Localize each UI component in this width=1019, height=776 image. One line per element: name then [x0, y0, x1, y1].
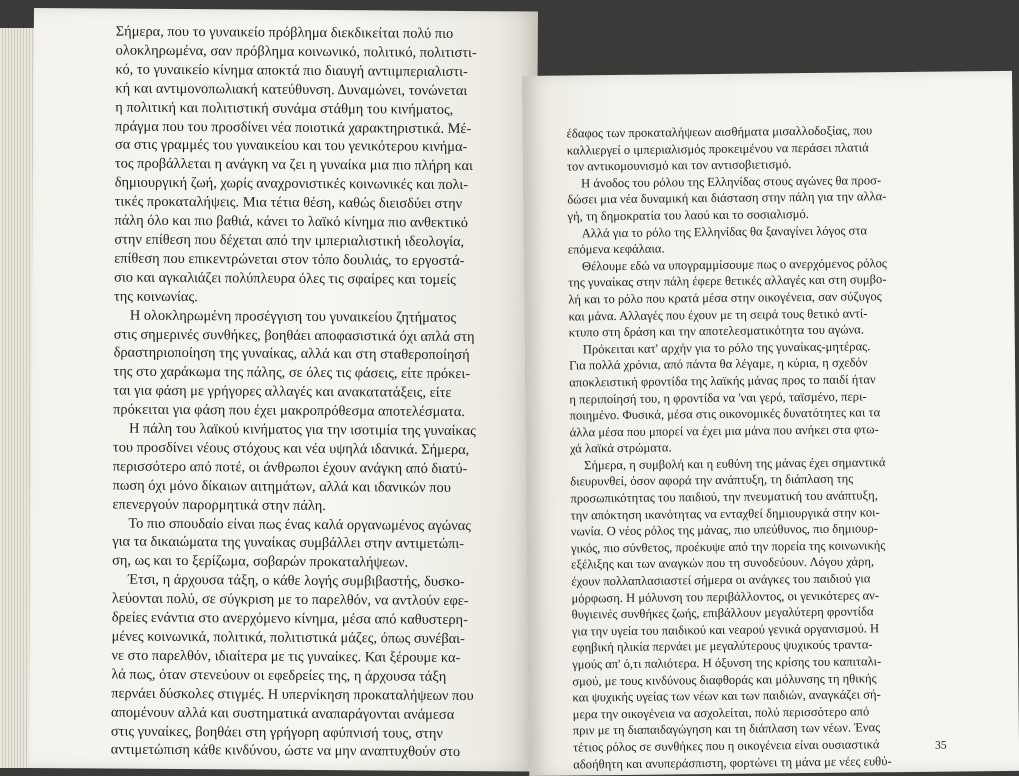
left-page-text [111, 23, 552, 763]
text-line: πριν με τη διαπαιδαγώγηση και τη διάπλαση των νέων. Ένας [572, 720, 881, 738]
text-line: Το πιο σπουδαίο είναι πως ένας καλά οργανωμένος αγώνας [128, 515, 472, 534]
text-line: τικές προκαταλήψεις. Μια τέτια θέση, καθώς διεισδύει στην [114, 193, 463, 213]
text-line: Σήμερα, που το γυναικείο πρόβλημα διεκδικείται πολύ πιο [115, 23, 454, 42]
text-line: επενεργούν παρορμητικά στην πάλη. [112, 496, 326, 514]
text-line: ται για φάση με γρήγορες αλλαγές και ανακατατάξεις, είτε [113, 382, 452, 402]
text-line: της κοινωνίας. [113, 288, 198, 305]
right-paragraph-4 [568, 254, 947, 341]
text-line: λεύονται πολύ, σε σύγκριση με το παρελθόν, να αντλούν εφε- [111, 590, 469, 610]
text-line: Για πολλά χρόνια, από πάντα θα λέγαμε, η κύρια, η σχεδόν [568, 355, 868, 373]
text-line: δραστηριοποίηση της γυναίκας, αλλά και στη σταθεροποίησή [113, 344, 470, 364]
text-line: δώσει μια νέα δυναμική και διάσταση στην πάλη για την αλλα- [567, 189, 887, 207]
text-line: Η άνοδος του ρόλου της Ελληνίδας στους αγώνες θα προσ- [581, 173, 882, 191]
text-line: τος προβάλλεται η ανάγκη να ζει η γυναίκα μια πιο πλήρη και [114, 155, 474, 175]
right-page-text [567, 122, 952, 773]
text-line: χά λαϊκά στρώματα. [569, 440, 672, 456]
left-paragraph-4 [112, 514, 548, 574]
text-line: πράγμα που του προσδίνει νέα ποιοτικά χαρακτηριστικά. Μέ- [115, 118, 472, 137]
text-line: κό, το γυναικείο κίνημα αποκτά πιο διαυγή αντιιμπεριαλιστι- [115, 61, 468, 80]
text-line: της γυναίκας στην πάλη έφερε θετικές αλλαγές και στη συμβο- [568, 272, 887, 290]
text-line: μερα την οικογένεια να ασχολείται, πολύ περισσότερο από [572, 704, 870, 722]
left-paragraph-5 [111, 571, 548, 763]
text-line: Σήμερα, η συμβολή και η ευθύνη της μάνας έχει σημαντικά [584, 455, 886, 473]
text-line: Θέλουμε εδώ να υπογραμμίσουμε πως ο ανερχόμενος ρόλος [581, 255, 887, 274]
text-line: νε στο παρελθόν, ιδιαίτερα με τις γυναίκες. Και ξέρουμε κα- [111, 647, 461, 666]
text-line: για την υγεία του παιδικού και νεαρού γενικά οργανισμού. Η [571, 621, 880, 639]
text-line: τέτιος ρόλος σε συνθήκες που η οικογένεια είναι ουσιαστικά [572, 737, 880, 755]
text-line: μένες κοινωνικά, πολιτικά, πολιτιστικά μάζες, όπως συνέβαι- [111, 628, 465, 648]
text-line: στην επίθεση που δέχεται από την ιμπεριαλιστική ιδεολογία, [114, 231, 465, 250]
text-line: έχουν πολλαπλασιαστεί σήμερα οι ανάγκες του παιδιού για [571, 571, 871, 589]
text-line: μόρφωση. Η μόλυνση του περιβάλλοντος, οι γενικότερες αν- [571, 587, 880, 606]
text-line: την απόκτηση ικανότητας να ενταχθεί δημιουργικά στην κοι- [570, 504, 880, 523]
text-line: γικός, πιο σύνθετος, προέκυψε από την πορεία της κοινωνικής [570, 538, 886, 556]
text-line: επόμενα κεφάλαια. [567, 241, 665, 257]
left-paragraph-3 [112, 420, 549, 518]
text-line: σμού, με τους κινδύνους διαφθοράς και μόλυνσης τη ηθικής [572, 670, 877, 689]
text-line: Η πάλη του λαϊκού κινήματος για την ισοτιμία της γυναίκας [129, 420, 476, 440]
text-line: περνάει δύσκολες στιγμές. Η υπερνίκηση προκαταλήψεων που [111, 685, 474, 704]
text-line: θυγιεινές συνθήκες ζωής, επιβάλλουν μεγαλύτερη φροντίδα [571, 604, 874, 622]
text-line: σα στις γραμμές του γυναικείου και του γενικότερου κινήμα- [114, 137, 468, 156]
text-line: ολοκληρωμένα, σαν πρόβλημα κοινωνικό, πολιτικό, πολιτιστι- [115, 42, 477, 61]
text-line: δρείες ενάντια στο ανερχόμενο κίνημα, μέσα από καθυστερη- [111, 609, 468, 629]
right-paragraph-3 [568, 221, 946, 258]
text-line: αποκλειστική φροντίδα της λαϊκής μάνας προς το παιδί ήταν [569, 372, 876, 390]
text-line: άλλα μέσα που μπορεί να έχει μια μάνα που ανήκει στα φτω- [569, 421, 879, 440]
text-line: έδαφος των προκαταλήψεων αισθήματα μισαλλοδοξίας, που [566, 123, 873, 141]
text-line: Πρόκειται κατ' αρχήν για το ρόλο της γυναίκας-μητέρας. [582, 339, 871, 357]
text-line: αδοήθητη και ανυπεράσπιστη, φορτώνει τη μάνα με νέες ευθύ- [573, 753, 892, 772]
text-line: λά πως, όταν στενεύουν οι εφεδρείες της, η άρχουσα τάξη [111, 666, 447, 685]
text-line: πάλη όλο και πιο βαθιά, κάνει το λαϊκό κίνημα πιο ανθεκτικό [114, 212, 469, 232]
left-paragraph-1 [114, 23, 552, 310]
text-line: πωση όχι μόνο δίκαιων αιτημάτων, αλλά και ιδανικών που [112, 477, 451, 496]
text-line: και μάνα. Αλλαγές που έχουν με τη σειρά τους θετικό αντί- [568, 305, 868, 324]
text-line: ποιημένο. Φυσικά, μέσα στις οικονομικές δυνατότητες και τα [569, 405, 881, 423]
text-line: περισσότερο από ποτέ, οι άνθρωποι έχουν ανάγκη από διατύ- [112, 458, 468, 477]
text-line: καλλιεργεί ο ιμπεριαλισμός προκειμένου να περάσει πλατιά [566, 139, 869, 158]
text-line: λή και το ρόλο που κρατά μέσα στην οικογένεια, σαν σύζυγος [568, 289, 882, 307]
text-line: Έτσι, η άρχουσα τάξη, ο κάθε λογής συμβιβαστής, δυσκο- [127, 571, 465, 591]
text-line: γμούς απ' ό,τι παλιότερα. Η όξυνση της κρίσης του καπιταλι- [572, 654, 882, 672]
text-line: γή, τη δημοκρατία του λαού και το σοσιαλισμό. [567, 206, 809, 224]
text-line: σιο και αγκαλιάζει πολύπλευρα όλες τις σφαίρες και τομείς [114, 269, 456, 288]
text-line: επίθεση που επικεντρώνεται στον τόπο δουλιάς, το εργοστά- [114, 250, 465, 269]
text-line: απομένουν αλλά και συστηματικά αναπαράγονται ανάμεσα [111, 704, 455, 723]
right-page [522, 71, 1019, 776]
text-line: νωνία. Ο νέος ρόλος της μάνας, πιο υπεύθυνος, πιο δημιουρ- [570, 521, 879, 539]
text-line: της στο χαράκωμα της πάλης, σε όλες τις φάσεις, είτε πρόκει- [113, 363, 471, 383]
text-line: πρόκειται για φάση που έχει μακροπρόθεσμα αποτελέσματα. [113, 401, 465, 421]
text-line: τον αντικομουνισμό και τον αντισοβιετισμό. [566, 157, 792, 174]
text-line: η πολιτική και πολιτιστική συνάμα στάθμη του κινήματος, [115, 99, 454, 118]
text-line: εξέλιξης και των αναγκών που τη συνοδεύουν. Λόγου χάρη, [571, 554, 875, 572]
right-paragraph-2 [567, 171, 946, 225]
text-line: προσωπικότητας του παιδιού, την πνευματική του ανάπτυξη, [570, 488, 878, 506]
text-line: κτυπο στη δράση και την αποτελεσματικότητα του αγώνα. [568, 322, 865, 340]
right-paragraph-1 [567, 122, 946, 176]
text-line: εφηβική ηλικία περνάει με μεγαλύτερους ψυχικούς τραντα- [571, 637, 873, 655]
left-page [29, 8, 538, 772]
text-line: αντιμετώπιση κάθε κινδύνου, ώστε να μην αναπτυχθούν στο [110, 741, 461, 761]
right-paragraph-5 [569, 337, 948, 457]
left-paragraph-2 [113, 306, 550, 422]
text-line: Αλλά για το ρόλο της Ελληνίδας θα ξαναγίνει λόγος στα [581, 222, 868, 240]
text-line: και ψυχικής υγείας των νέων και των παιδιών, αναγκάζει σή- [572, 687, 881, 705]
text-line: δημιουργική ζωή, χωρίς αναχρονιστικές κοινωνικές και πολι- [114, 174, 469, 194]
text-line: στις σημερινές συνθήκες, βοηθάει αποφασιστικά όχι απλά στη [113, 326, 475, 345]
text-line: Η ολοκληρωμένη προσέγγιση του γυναικείου ζητήματος [129, 307, 457, 326]
text-line: στις γυναίκες, βοηθάει στη γρήγορη αφύπνισή τους, στην [110, 723, 443, 742]
right-paragraph-6 [570, 453, 951, 772]
text-line: κή και αντιμονοπωλιακή κατεύθυνση. Δυναμώνει, τονώνεται [115, 80, 468, 99]
text-line: η περιποίησή του, η φροντίδα να 'ναι γερό, ταϊσμένο, περι- [569, 388, 867, 407]
text-line: διευρυνθεί, όσον αφορά την ανάπτυξη, τη διάπλαση της [570, 472, 854, 489]
text-line: ση, ως και το ξερίζωμα, σοβαρών προκαταλήψεων. [112, 552, 409, 572]
text-line: για τα δικαιώματα της γυναίκας συμβάλλει στην αντιμετώπι- [112, 534, 465, 553]
page-number: 35 [934, 739, 947, 752]
text-line: του προσδίνει νέους στόχους και νέα υψηλά ιδανικά. Σήμερα, [112, 439, 470, 458]
